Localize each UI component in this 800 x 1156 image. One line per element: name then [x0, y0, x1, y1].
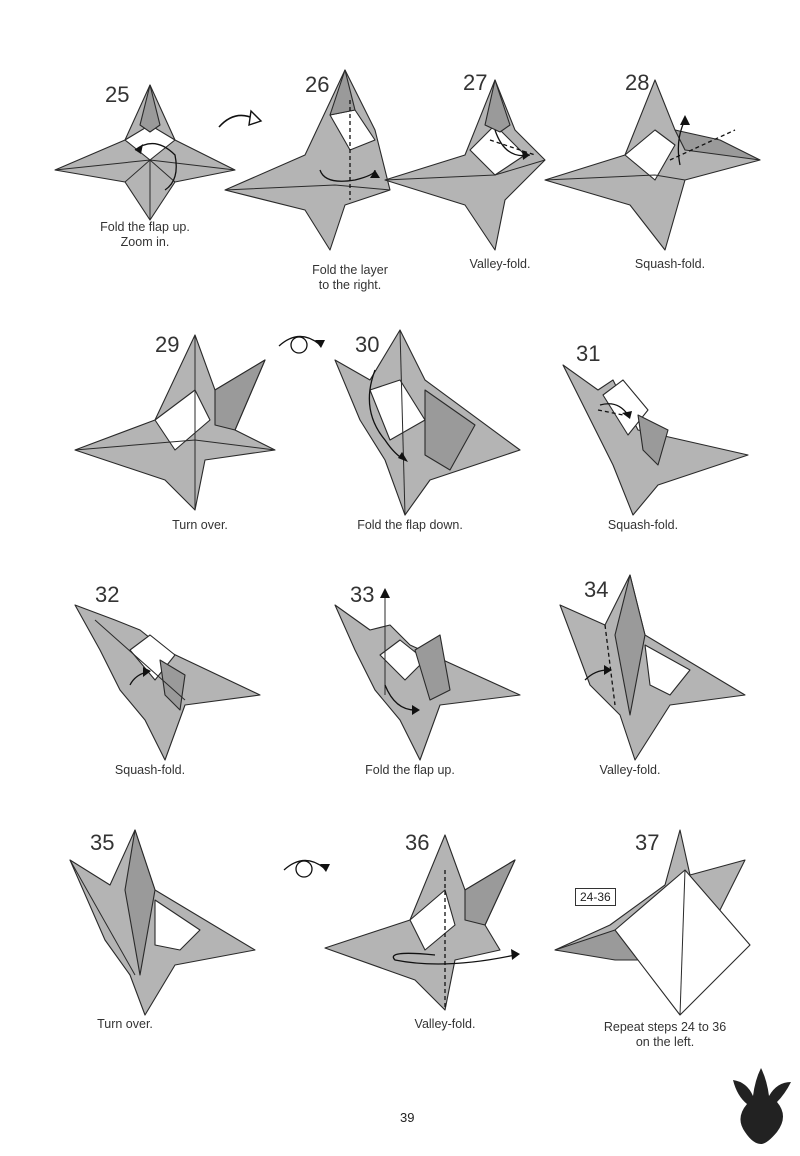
step-caption: Fold the flap up. Zoom in. [100, 220, 190, 249]
step-number: 27 [463, 70, 488, 95]
step-33-diagram [330, 580, 520, 760]
step-28-diagram [545, 70, 760, 255]
step-number: 32 [95, 582, 120, 607]
step-caption: Valley-fold. [599, 763, 661, 777]
step-number: 34 [584, 577, 609, 602]
step-34 [560, 575, 750, 785]
step-caption: Fold the flap up. [365, 763, 455, 777]
step-36-diagram [325, 830, 525, 1015]
step-caption: Fold the flap down. [357, 518, 463, 532]
step-36 [325, 830, 525, 1040]
step-37 [555, 830, 755, 1055]
step-number: 25 [105, 82, 130, 107]
step-32-diagram [75, 580, 265, 760]
step-26 [225, 70, 395, 295]
step-33 [330, 580, 520, 785]
step-caption: Valley-fold. [469, 257, 531, 271]
step-37-diagram [555, 830, 755, 1020]
step-35-diagram [65, 830, 255, 1015]
turn-over-icon [275, 332, 327, 358]
step-number: 26 [305, 72, 330, 97]
page-number: 39 [400, 1110, 415, 1125]
step-number: 28 [625, 70, 650, 95]
step-34-diagram [560, 575, 750, 760]
step-number: 35 [90, 830, 115, 855]
step-35 [65, 830, 255, 1040]
step-caption: Turn over. [172, 518, 228, 532]
step-26-diagram [225, 70, 395, 250]
step-29-diagram [75, 330, 275, 510]
step-number: 36 [405, 830, 430, 855]
step-30 [330, 330, 520, 540]
step-caption: Fold the layer to the right. [312, 263, 388, 292]
step-27 [385, 70, 555, 280]
paw-silhouette-icon [725, 1060, 797, 1150]
step-caption: Repeat steps 24 to 36 on the left. [603, 1020, 727, 1049]
step-caption: Squash-fold. [634, 257, 706, 271]
repeat-reference-box: 24-36 [575, 888, 616, 906]
step-number: 33 [350, 582, 375, 607]
step-30-diagram [330, 330, 520, 510]
step-28 [545, 70, 760, 280]
step-25 [55, 70, 245, 250]
step-27-diagram [385, 70, 555, 250]
step-caption: Squash-fold. [607, 518, 679, 532]
step-number: 30 [355, 332, 380, 357]
step-number: 29 [155, 332, 180, 357]
step-caption: Turn over. [97, 1017, 153, 1031]
step-31 [558, 335, 748, 540]
step-31-diagram [558, 335, 748, 510]
step-caption: Squash-fold. [114, 763, 186, 777]
step-number: 31 [576, 341, 601, 366]
step-caption: Valley-fold. [414, 1017, 476, 1031]
step-number: 37 [635, 830, 660, 855]
step-32 [75, 580, 265, 785]
step-25-diagram [55, 70, 245, 220]
step-29 [75, 330, 275, 540]
